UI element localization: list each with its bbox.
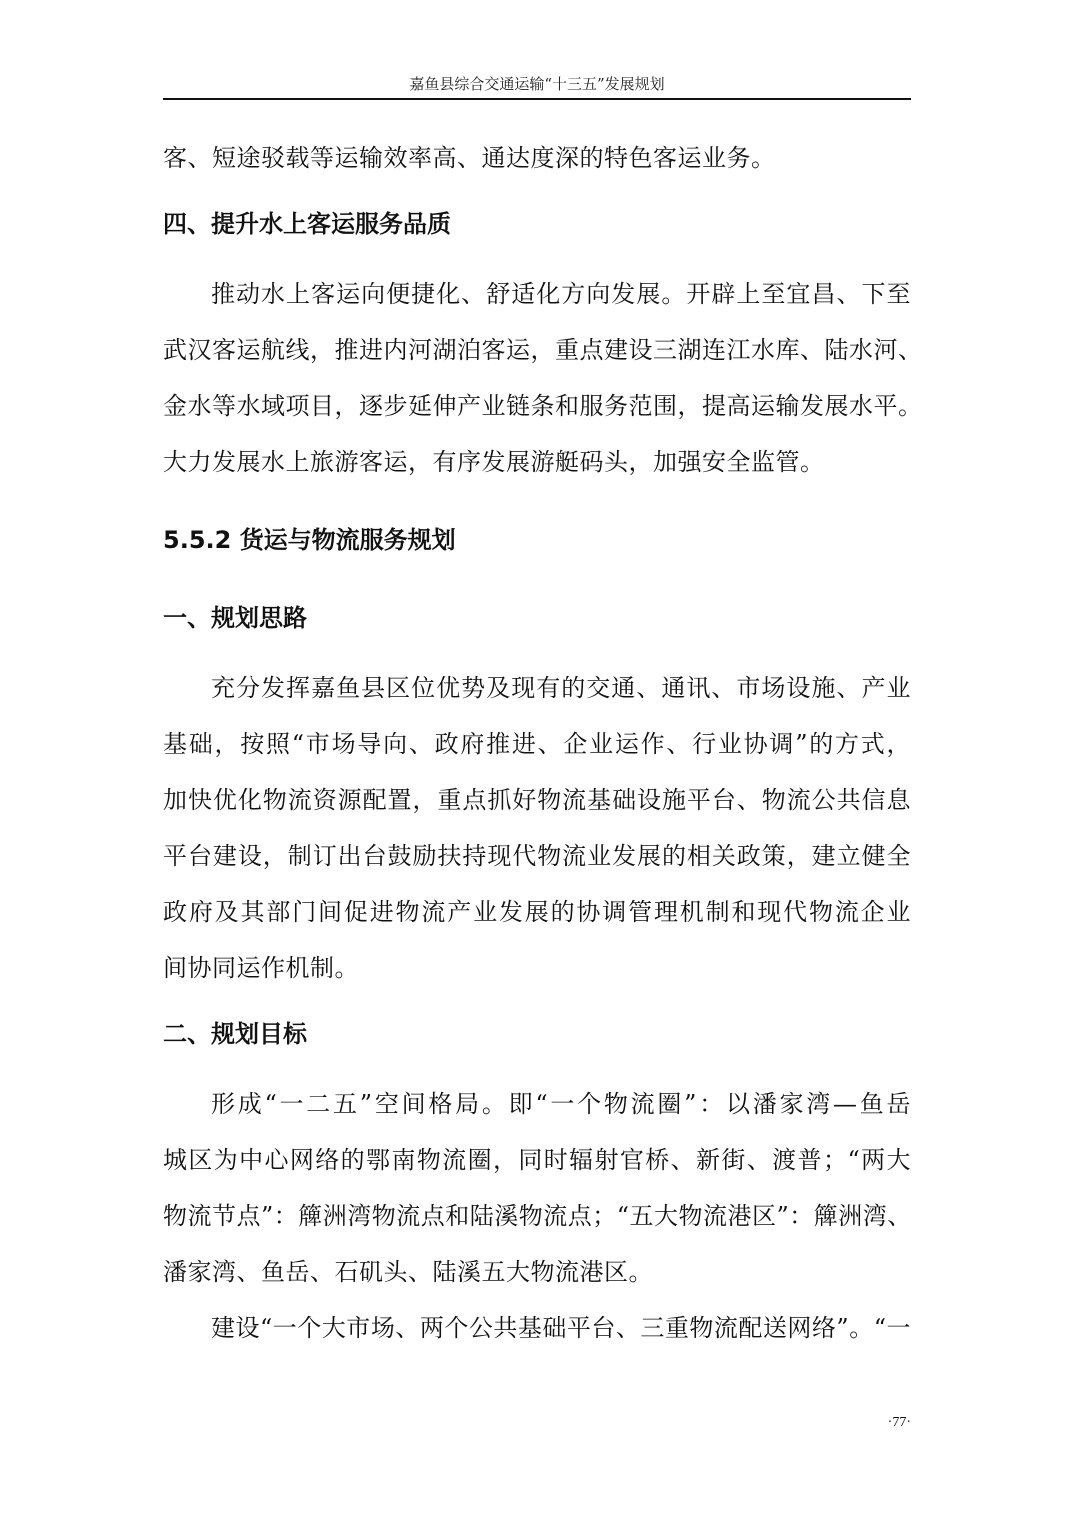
- body-text-line: 平台建设，制订出台鼓励扶持现代物流业发展的相关政策，建立健全: [163, 842, 911, 870]
- section-heading-1: 一、规划思路: [163, 604, 307, 632]
- page-number: ·77·: [887, 1415, 911, 1430]
- section-heading-4: 四、提升水上客运服务品质: [163, 210, 451, 238]
- body-text-line: 武汉客运航线，推进内河湖泊客运，重点建设三湖连江水库、陆水河、: [163, 336, 923, 364]
- body-text-line: 基础，按照“市场导向、政府推进、企业运作、行业协调”的方式，: [163, 730, 911, 758]
- body-text-line: 客、短途驳载等运输效率高、通达度深的特色客运业务。: [163, 144, 776, 172]
- body-text-line: 建设“一个大市场、两个公共基础平台、三重物流配送网络”。“一: [211, 1314, 911, 1342]
- body-text-line: 大力发展水上旅游客运，有序发展游艇码头，加强安全监管。: [163, 448, 825, 476]
- body-text-line: 推动水上客运向便捷化、舒适化方向发展。开辟上至宜昌、下至: [211, 280, 911, 308]
- body-text-line: 间协同运作机制。: [163, 954, 359, 982]
- body-text-line: 政府及其部门间促进物流产业发展的协调管理机制和现代物流企业: [163, 898, 911, 926]
- body-text-line: 加快优化物流资源配置，重点抓好物流基础设施平台、物流公共信息: [163, 786, 911, 814]
- subsection-heading: 5.5.2 货运与物流服务规划: [163, 526, 456, 554]
- body-text-line: 金水等水域项目，逐步延伸产业链条和服务范围，提高运输发展水平。: [163, 392, 923, 420]
- body-text-line: 充分发挥嘉鱼县区位优势及现有的交通、通讯、市场设施、产业: [211, 674, 911, 702]
- body-text-line: 物流节点”：簰洲湾物流点和陆溪物流点；“五大物流港区”：簰洲湾、: [163, 1202, 912, 1230]
- body-text-line: 形成“一二五”空间格局。即“一个物流圈”：以潘家湾—鱼岳: [211, 1090, 911, 1118]
- section-heading-2: 二、规划目标: [163, 1020, 307, 1048]
- page-header: 嘉鱼县综合交通运输“十三五”发展规划: [409, 75, 665, 93]
- body-text-line: 潘家湾、鱼岳、石矶头、陆溪五大物流港区。: [163, 1258, 653, 1286]
- header-rule: [163, 98, 911, 100]
- body-text-line: 城区为中心网络的鄂南物流圈，同时辐射官桥、新街、渡普；“两大: [163, 1146, 911, 1174]
